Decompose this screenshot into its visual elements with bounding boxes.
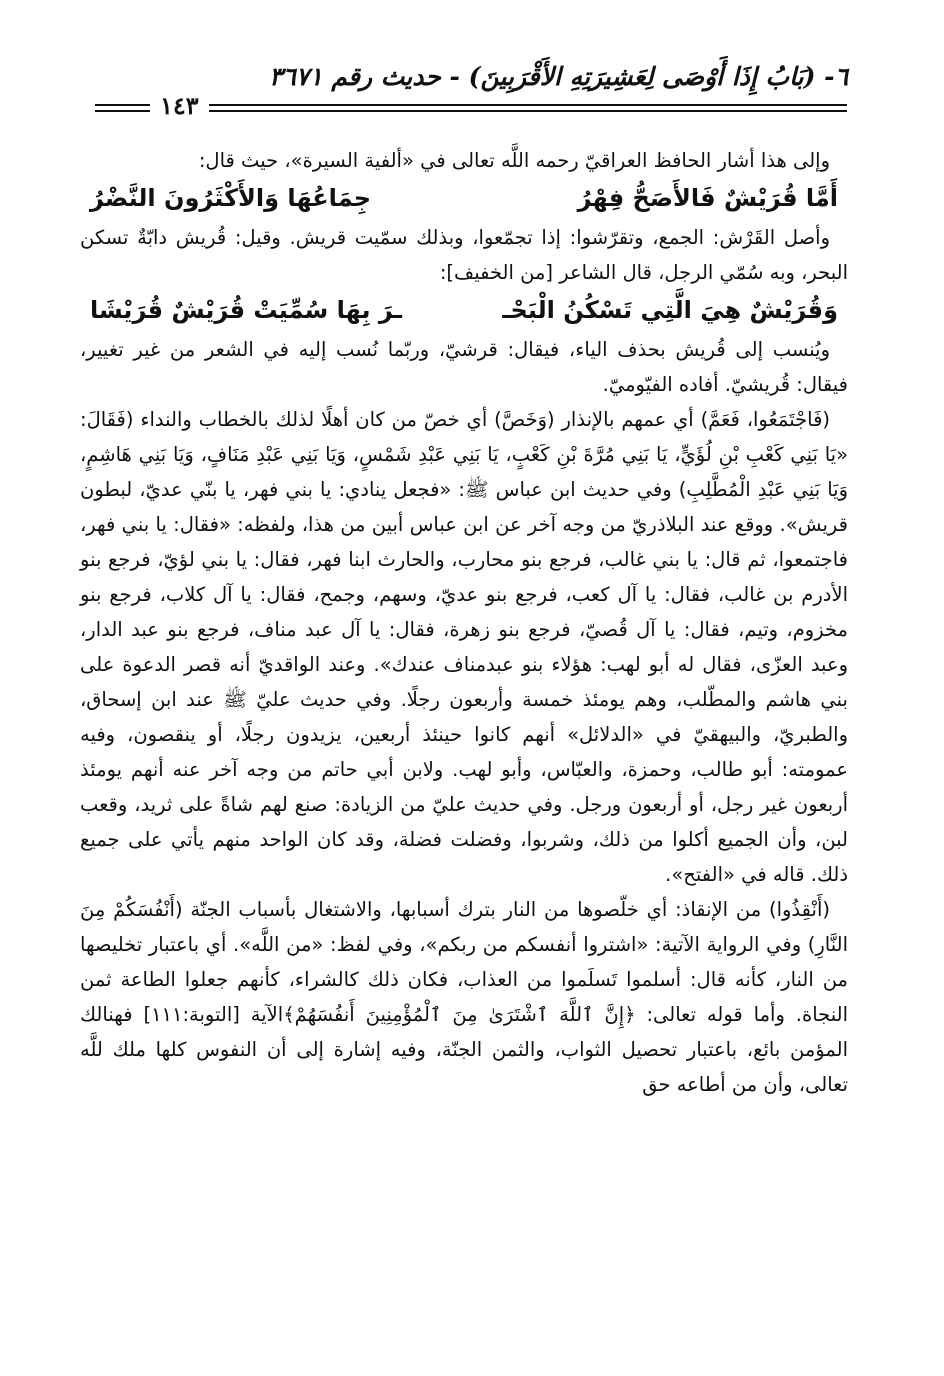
page-body bbox=[80, 143, 848, 1102]
verse-second-hemistich: جِمَاعُهَا وَالأَكْثَرُونَ النَّضْرُ bbox=[90, 184, 372, 212]
verse-first-hemistich: وَقُرَيْشٌ هِيَ الَّتِي تَسْكُنُ الْبَحْـ bbox=[502, 296, 838, 324]
paragraph-nisba: ويُنسب إلى قُريش بحذف الياء، فيقال: قرشيّ، وربّما نُسب إليه في الشعر من غير تغيير، فيقال: قُريشيّ. أفاده الفيّوميّ. bbox=[80, 338, 848, 396]
verse-first-hemistich: أَمَّا قُرَيْشٌ فَالأَصَحُّ فِهْرُ bbox=[577, 184, 838, 212]
verse-line bbox=[90, 292, 838, 328]
paragraph-quraysh-origin: وأصل القَرْش: الجمع، وتقرّشوا: إذا تجمّعوا، وبذلك سمّيت قريش. وقيل: قُريش دابّةٌ تسكن البحر، وبه سُمّي الرجل، قال الشاعر [من الخفيف]: bbox=[80, 226, 848, 284]
paragraph-anqidhu: (أَنْقِذُوا) من الإنقاذ: أي خلّصوها من النار بترك أسبابها، والاشتغال بأسباب الجنّة (أَنْفُسَكُمْ مِنَ النَّارِ) وفي الرواية الآتية: «اشتروا أنفسكم من ربكم»، وفي لفظ: «من اللَّه». أي باعتبار تخليصها من النار، كأنه قال: أسلموا تَسلَموا من العذاب، فكان ذلك كالشراء، كأنهم جعلوا الطاعة ثمن النجاة. وأما قوله تعالى: ﴿إِنَّ ٱللَّهَ ٱشْتَرَىٰ مِنَ ٱلْمُؤْمِنِينَ أَنفُسَهُمْ﴾الآية [التوبة:١١١] فهنالك المؤمن بائع، باعتبار تحصيل الثواب، والثمن الجنّة، وفيه إشارة إلى أن النفوس كلها ملك للَّه تعالى، وأن من أطاعه حق bbox=[80, 898, 848, 1096]
header-title: ٦- (بَابُ إِذَا أَوْصَى لِعَشِيرَتِهِ الأَقْرَبِينَ) - حديث رقم ٣٦٧١ bbox=[268, 62, 848, 91]
paragraph-gathering: (فَاجْتَمَعُوا، فَعَمَّ) أي عمهم بالإنذار (وَخَصَّ) أي خصّ من كان أهلًا لذلك بالخطاب والنداء (فَقَالَ: «يَا بَنِي كَعْبِ بْنِ لُؤَيٍّ، يَا بَنِي مُرَّةَ بْنِ كَعْبٍ، يَا بَنِي عَبْدِ شَمْسٍ، وَيَا بَنِي عَبْدِ مَنَافٍ، وَيَا بَنِي هَاشِمٍ، وَيَا بَنِي عَبْدِ الْمُطَّلِبِ) وفي حديث ابن عباس ﷺ: «فجعل ينادي: يا بني فهر، يا بنّي عديّ، لبطون قريش». ووقع عند البلاذريّ من وجه آخر عن ابن عباس أبين من هذا، ولفظه: «فقال: يا بني فهر، فاجتمعوا، ثم قال: يا بني غالب، فرجع بنو محارب، والحارث ابنا فهر، فقال: يا بني لؤيّ، فرجع بنو الأدرم بن غالب، فقال: يا آل كعب، فرجع بنو عديّ، وسهم، وجمح، فقال: يا آل كلاب، فرجع بنو مخزوم، وتيم، فقال: يا آل قُصيّ، فرجع بنو زهرة، فقال: يا آل عبد مناف، فرجع بنو عبد الدار، وعبد العزّى، فقال له أبو لهب: هؤلاء بنو عبدمناف عندك». وعند الواقديّ أنه قصر الدعوة على بني هاشم والمطّلب، وهم يومئذ خمسة وأربعون رجلًا. وفي حديث عليّ ﷺ عند ابن إسحاق، والطبريّ، والبيهقيّ في «الدلائل» أنهم كانوا حينئذ أربعين، يزيدون رجلًا، أو ينقصون، وفيه عمومته: أبو طالب، وحمزة، والعبّاس، وأبو لهب. ولابن أبي حاتم من وجه آخر عنه أنهم يومئذ أربعون غير رجل، أو أربعون ورجل. وفي حديث عليّ من الزيادة: صنع لهم شاةً على ثريد، وقعب لبن، وأن الجميع أكلوا من ذلك، وشربوا، وفضلت فضلة، وقد كان الواحد منهم يأتي على جميع ذلك. قاله في «الفتح». bbox=[80, 408, 848, 886]
verse-second-hemistich: ـرَ بِهَا سُمِّيَتْ قُرَيْشٌ قُرَيْشَا bbox=[90, 296, 402, 324]
page-number: ١٤٣ bbox=[150, 92, 209, 120]
verse-line bbox=[90, 180, 838, 216]
paragraph-intro: وإلى هذا أشار الحافظ العراقيّ رحمه اللَّه تعالى في «ألفية السيرة»، حيث قال: bbox=[198, 149, 830, 172]
